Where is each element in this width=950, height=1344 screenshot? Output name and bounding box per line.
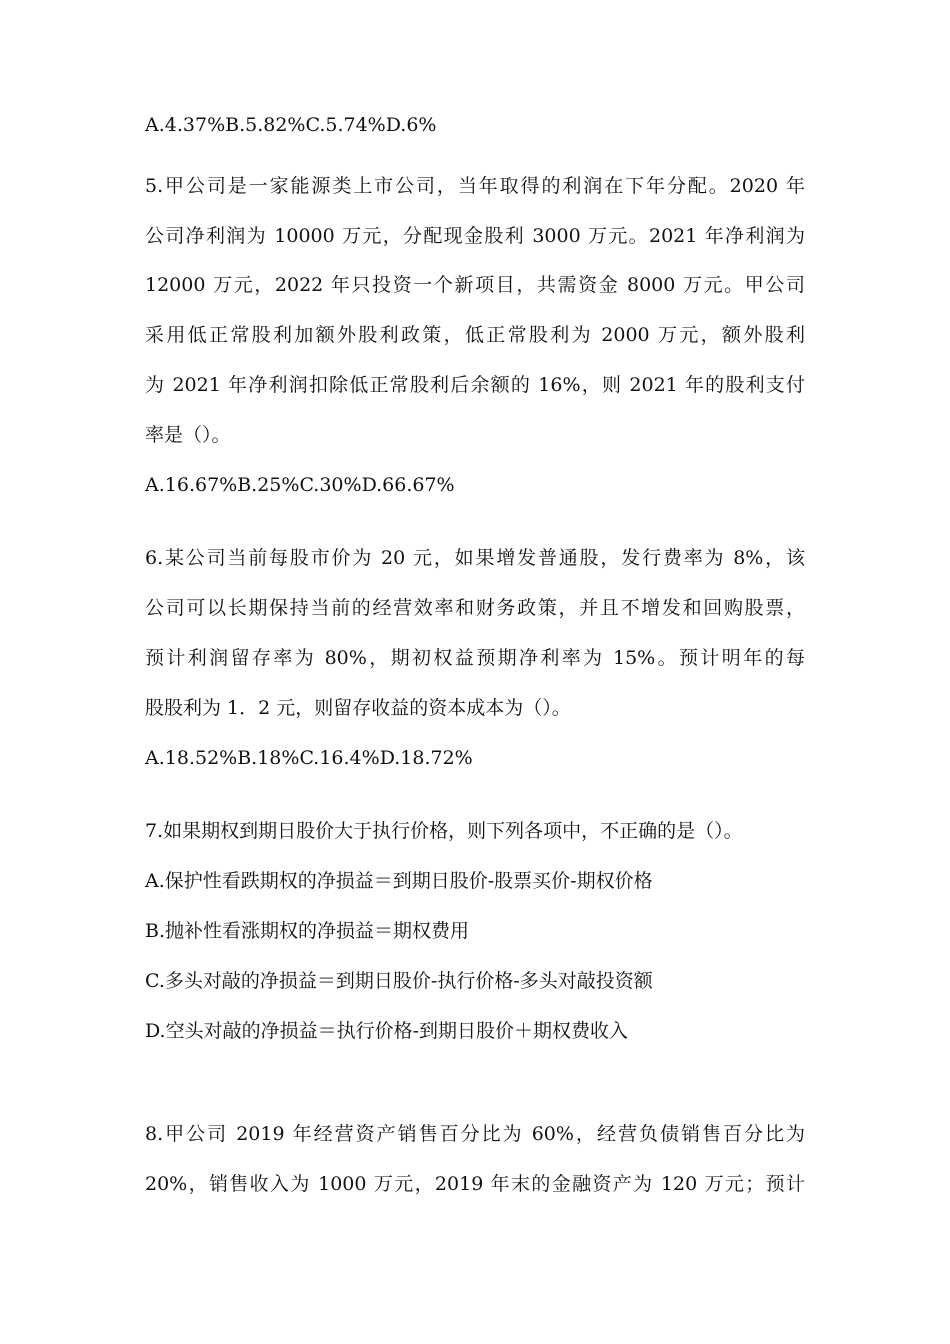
q5-line-4: 采用低正常股利加额外股利政策，低正常股利为 2000 万元，额外股利 — [145, 324, 805, 346]
q7-option-b: B.抛补性看涨期权的净损益＝期权费用 — [145, 920, 470, 942]
q8-line-1: 8.甲公司 2019 年经营资产销售百分比为 60%，经营负债销售百分比为 — [145, 1123, 805, 1145]
q8-line-2: 20%，销售收入为 1000 万元，2019 年末的金融资产为 120 万元；预计 — [145, 1173, 805, 1195]
q6-line-4: 股股利为 1．2 元，则留存收益的资本成本为（）。 — [145, 697, 571, 719]
q7-option-d: D.空头对敲的净损益＝执行价格-到期日股价＋期权费收入 — [145, 1020, 629, 1042]
q5-line-1: 5.甲公司是一家能源类上市公司，当年取得的利润在下年分配。2020 年 — [145, 175, 805, 197]
q5-line-2: 公司净利润为 10000 万元，分配现金股利 3000 万元。2021 年净利润为 — [145, 225, 805, 247]
q6-options: A.18.52%B.18%C.16.4%D.18.72% — [145, 747, 473, 769]
q5-options: A.16.67%B.25%C.30%D.66.67% — [145, 474, 455, 496]
q5-line-3: 12000 万元，2022 年只投资一个新项目，共需资金 8000 万元。甲公司 — [145, 274, 805, 296]
q6-line-1: 6.某公司当前每股市价为 20 元，如果增发普通股，发行费率为 8%，该 — [145, 547, 805, 569]
q7-stem: 7.如果期权到期日股价大于执行价格，则下列各项中，不正确的是（）。 — [145, 820, 743, 842]
q5-line-5: 为 2021 年净利润扣除低正常股利后余额的 16%，则 2021 年的股利支付 — [145, 374, 805, 396]
q7-option-a: A.保护性看跌期权的净损益＝到期日股价-股票买价-期权价格 — [145, 870, 653, 892]
q7-option-c: C.多头对敲的净损益＝到期日股价-执行价格-多头对敲投资额 — [145, 970, 653, 992]
q6-line-2: 公司可以长期保持当前的经营效率和财务政策，并且不增发和回购股票， — [145, 597, 805, 619]
q4-options: A.4.37%B.5.82%C.5.74%D.6% — [145, 114, 437, 136]
q6-line-3: 预计利润留存率为 80%，期初权益预期净利率为 15%。预计明年的每 — [145, 647, 805, 669]
q5-line-6: 率是（）。 — [145, 424, 231, 446]
